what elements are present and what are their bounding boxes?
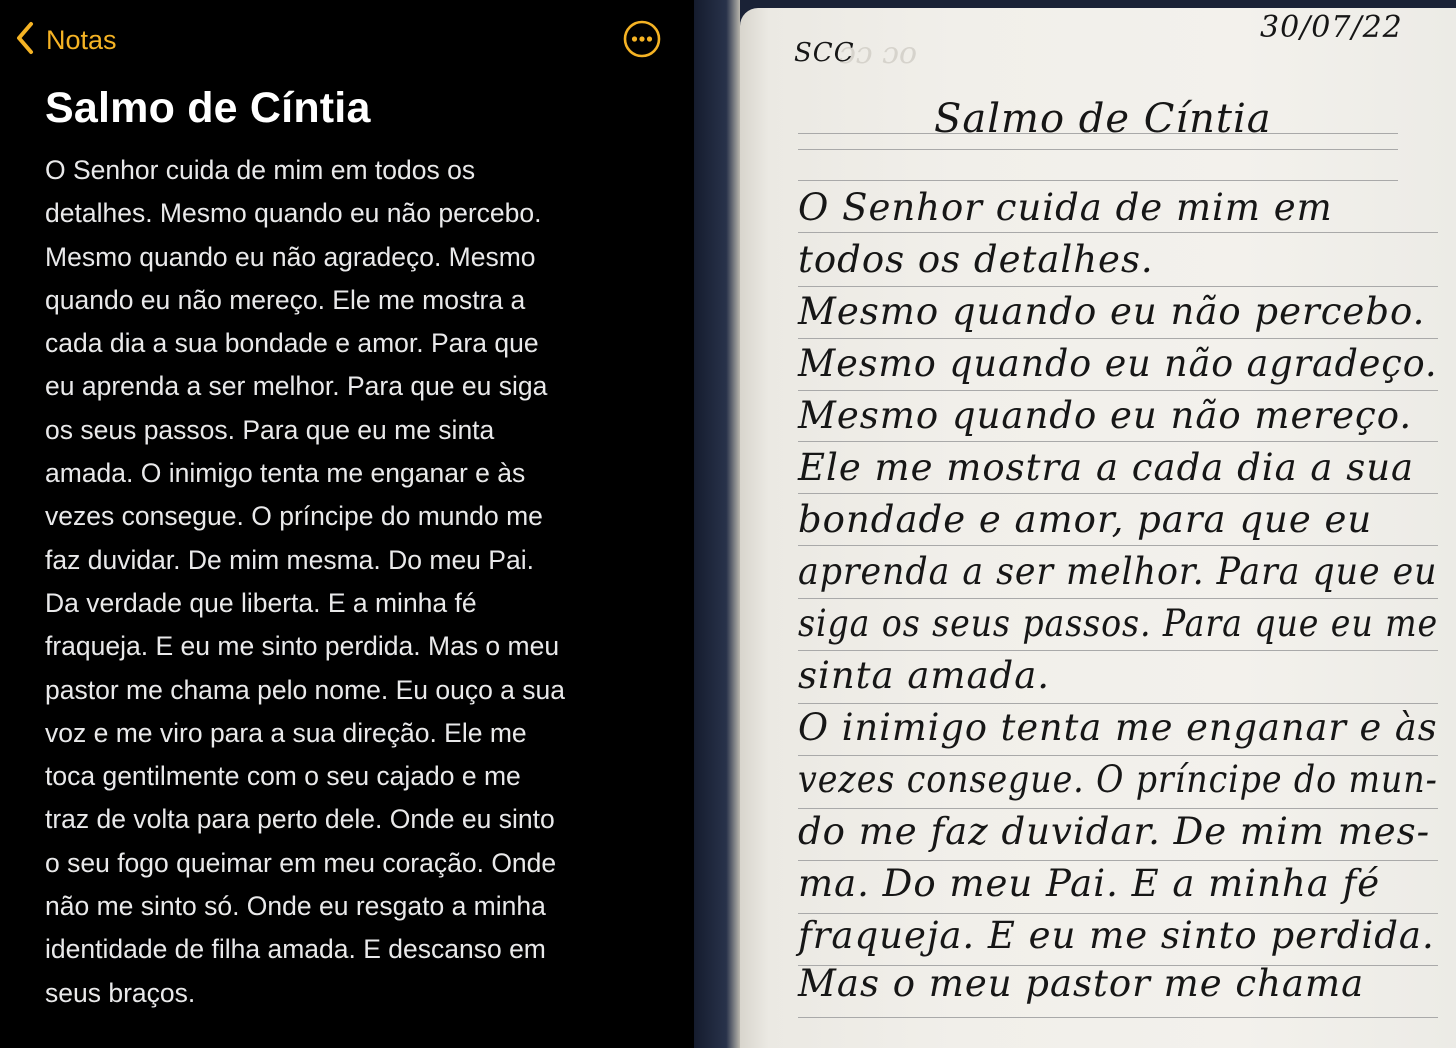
notebook-handwritten-line: Mesmo quando eu não mereço.: [798, 394, 1413, 437]
ellipsis-circle-icon: [622, 19, 662, 59]
notebook-handwritten-line: bondade e amor, para que eu: [798, 498, 1373, 541]
notebook-handwritten-line: O inimigo tenta me enganar e às: [798, 706, 1438, 749]
notebook-handwritten-line: vezes consegue. O príncipe do mun-: [798, 758, 1438, 801]
note-body-line: seus braços.: [45, 977, 196, 1008]
notebook-handwritten-line: Mesmo quando eu não agradeço.: [798, 342, 1438, 385]
note-title[interactable]: Salmo de Cíntia: [45, 84, 371, 132]
chevron-left-icon: [14, 21, 36, 60]
notebook-binding: [694, 0, 740, 1048]
note-body-line: voz e me viro para a sua direção. Ele me: [45, 717, 527, 748]
back-button-label: Notas: [46, 24, 117, 55]
note-body-line: toca gentilmente com o seu cajado e me: [45, 761, 521, 792]
notebook-rule-line: [798, 390, 1438, 391]
notebook-handwritten-line: Mesmo quando eu não percebo.: [798, 290, 1426, 333]
note-body-line: cada dia a sua bondade e amor. Para que: [45, 328, 539, 359]
notebook-rule-line: [798, 441, 1438, 442]
notebook-handwritten-line: do me faz duvidar. De mim mes-: [798, 810, 1431, 853]
notebook-handwritten-line: aprenda a ser melhor. Para que eu: [798, 550, 1438, 593]
note-body-line: não me sinto só. Onde eu resgato a minha: [45, 891, 546, 922]
notebook-rule-line: [798, 180, 1398, 181]
notebook-handwritten-line: Ele me mostra a cada dia a sua: [798, 446, 1415, 489]
notebook-rule-line: [798, 149, 1398, 150]
notebook-handwritten-line: ma. Do meu Pai. E a minha fé: [798, 862, 1381, 905]
notebook-rule-line: [798, 860, 1438, 861]
more-options-button[interactable]: [622, 19, 662, 59]
note-body-line: fraqueja. E eu me sinto perdida. Mas o meu: [45, 631, 560, 662]
bleed-through-mark: ɔɔ ɔo: [839, 36, 918, 71]
note-body-line: pastor me chama pelo nome. Eu ouço a sua: [45, 674, 565, 705]
notebook-rule-line: [798, 598, 1438, 599]
notebook-rule-line: [798, 755, 1438, 756]
back-button[interactable]: [14, 20, 117, 60]
notebook-rule-line: [798, 703, 1438, 704]
note-body-line: faz duvidar. De mim mesma. Do meu Pai.: [45, 544, 534, 575]
notebook-rule-line: [798, 493, 1438, 494]
notebook-rule-line: [798, 808, 1438, 809]
note-body-line: detalhes. Mesmo quando eu não percebo.: [45, 198, 542, 229]
notebook-handwritten-line: sinta amada.: [798, 654, 1051, 697]
notebook-date: 30/07/22: [1260, 10, 1403, 45]
note-body-line: Da verdade que liberta. E a minha fé: [45, 587, 477, 618]
notebook-handwritten-line: todos os detalhes.: [798, 238, 1154, 281]
notebook-rule-line: [798, 338, 1438, 339]
note-body-line: vezes consegue. O príncipe do mundo me: [45, 501, 543, 532]
note-body-line: os seus passos. Para que eu me sinta: [45, 414, 495, 445]
note-body-line: amada. O inimigo tenta me enganar e às: [45, 458, 526, 489]
notebook-handwritten-line: Mas o meu pastor me chama: [798, 962, 1365, 1005]
note-body-line: O Senhor cuida de mim em todos os: [45, 155, 476, 185]
note-body-line: Mesmo quando eu não agradeço. Mesmo: [45, 241, 536, 272]
notebook-corner-initials: SCC: [794, 38, 855, 68]
note-body-line: o seu fogo queimar em meu coração. Onde: [45, 847, 557, 878]
note-body[interactable]: [45, 149, 665, 1015]
notebook-rule-line: [798, 232, 1438, 233]
notes-app-panel: [0, 0, 694, 1048]
note-body-line: identidade de filha amada. E descanso em: [45, 934, 546, 965]
notebook-handwritten-line: siga os seus passos. Para que eu me: [798, 602, 1439, 645]
notebook-rule-line: [798, 545, 1438, 546]
notebook-rule-line: [798, 1017, 1438, 1018]
note-body-line: eu aprenda a ser melhor. Para que eu siga: [45, 371, 548, 402]
note-body-line: traz de volta para perto dele. Onde eu sinto: [45, 804, 555, 835]
notebook-rule-line: [798, 286, 1438, 287]
notebook-handwritten-line: O Senhor cuida de mim em: [798, 186, 1333, 229]
notebook-handwritten-line: fraqueja. E eu me sinto perdida.: [798, 914, 1435, 957]
notebook-photo: [694, 0, 1456, 1048]
notebook-rule-line: [798, 650, 1438, 651]
note-body-line: quando eu não mereço. Ele me mostra a: [45, 284, 526, 315]
notebook-title: Salmo de Cíntia: [934, 96, 1272, 142]
